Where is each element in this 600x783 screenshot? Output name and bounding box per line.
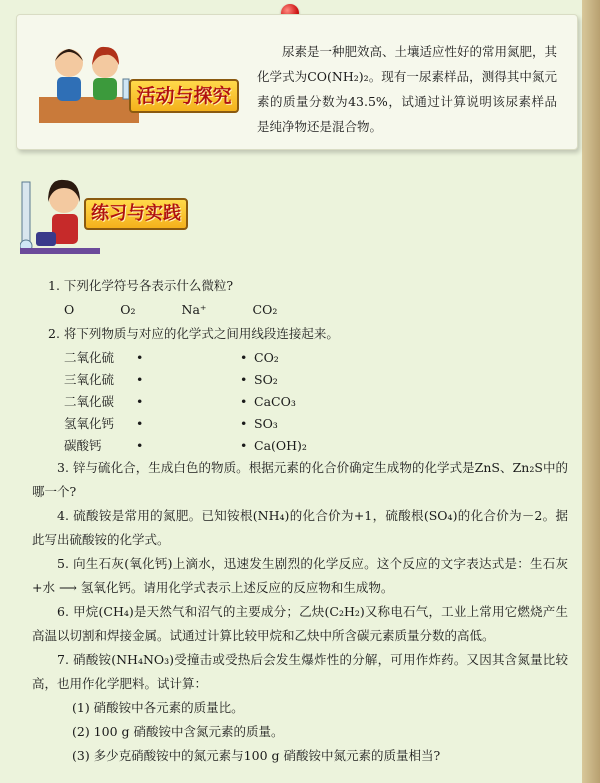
activity-box [16, 14, 578, 150]
question-2: 2. 将下列物质与对应的化学式之间用线段连接起来。 [48, 326, 339, 341]
substance-name: 碳酸钙 [64, 438, 102, 453]
practice-badge-label: 练习与实践 [84, 198, 188, 230]
bullet-icon: • [136, 393, 144, 409]
activity-question: 尿素是一种肥效高、土壤适应性好的常用氮肥，其化学式为CO(NH₂)₂。现有一尿素样品，测得其中氮元素的质量分数为43.5%，试通过计算说明该尿素样品是纯净物还是混合物。 [257, 44, 558, 134]
substance-name: 二氧化硫 [64, 350, 115, 365]
bullet-icon: • [136, 415, 144, 431]
question-1-symbols [64, 298, 568, 322]
formula: CO₂ [254, 349, 279, 365]
bullet-icon: • [240, 349, 248, 365]
question-3: 3. 锌与硫化合，生成白色的物质。根据元素的化合价确定生成物的化学式是ZnS、Zn₂S中的哪一个? [32, 460, 568, 499]
formula: SO₃ [254, 415, 278, 431]
formula: SO₂ [254, 371, 278, 387]
formula: Ca(OH)₂ [254, 437, 307, 453]
practice-badge [20, 172, 190, 256]
question-7-part: (2) 100 g 硝酸铵中含氮元素的质量。 [72, 724, 284, 739]
symbol-item: Na⁺ [181, 302, 207, 317]
practice-questions [32, 274, 568, 768]
bullet-icon: • [136, 371, 144, 387]
formula: CaCO₃ [254, 393, 296, 409]
symbol-item: O [64, 302, 75, 317]
bullet-icon: • [240, 371, 248, 387]
substance-name: 二氧化碳 [64, 394, 115, 409]
bullet-icon: • [136, 349, 144, 365]
symbol-item: CO₂ [252, 302, 278, 317]
question-6: 6. 甲烷(CH₄)是天然气和沼气的主要成分；乙炔(C₂H₂)又称电石气，工业上常用它燃烧产生高温以切割和焊接金属。试通过计算比较甲烷和乙炔中所含碳元素质量分数的高低。 [32, 604, 568, 643]
bullet-icon: • [240, 415, 248, 431]
bullet-icon: • [136, 437, 144, 453]
activity-badge-label: 活动与探究 [129, 79, 239, 113]
match-row [64, 368, 568, 390]
bullet-icon: • [240, 393, 248, 409]
substance-name: 三氧化硫 [64, 372, 115, 387]
question-5: 5. 向生石灰(氧化钙)上滴水，迅速发生剧烈的化学反应。这个反应的文字表达式是：生石灰+水 ⟶ 氢氧化钙。请用化学式表示上述反应的反应物和生成物。 [32, 556, 568, 595]
question-1: 1. 下列化学符号各表示什么微粒? [48, 278, 234, 293]
bullet-icon: • [240, 437, 248, 453]
book-spine [582, 0, 600, 783]
symbol-item: O₂ [120, 302, 136, 317]
match-row [64, 346, 568, 368]
substance-name: 氢氧化钙 [64, 416, 115, 431]
question-7-part: (1) 硝酸铵中各元素的质量比。 [72, 700, 244, 715]
match-row [64, 434, 568, 456]
match-row [64, 412, 568, 434]
question-7: 7. 硝酸铵(NH₄NO₃)受撞击或受热后会发生爆炸性的分解，可用作炸药。又因其含氮量比较高，也用作化学肥料。试计算： [32, 652, 568, 691]
match-row [64, 390, 568, 412]
activity-badge [39, 35, 239, 131]
question-7-part: (3) 多少克硝酸铵中的氮元素与100 g 硝酸铵中氮元素的质量相当? [72, 748, 441, 763]
question-4: 4. 硫酸铵是常用的氮肥。已知铵根(NH₄)的化合价为+1，硫酸根(SO₄)的化合价为－2。据此写出硫酸铵的化学式。 [32, 508, 568, 547]
